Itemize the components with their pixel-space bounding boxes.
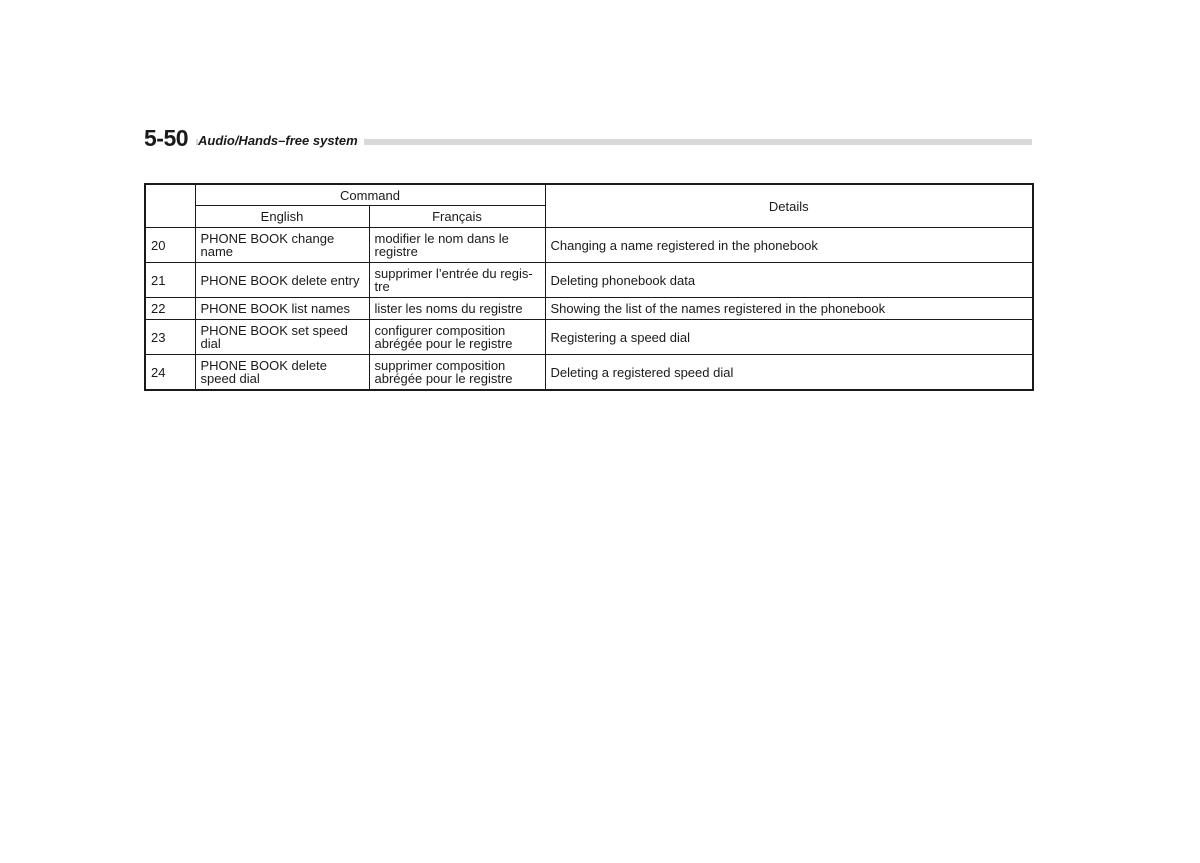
page-number: 5-50 xyxy=(144,124,196,152)
english-header: English xyxy=(195,206,369,228)
francais-header: Français xyxy=(369,206,545,228)
row-english: PHONE BOOK set speed dial xyxy=(195,320,369,355)
row-details: Deleting phonebook data xyxy=(545,263,1033,298)
row-francais: configurer composition abrégée pour le registre xyxy=(369,320,545,355)
row-english: PHONE BOOK change name xyxy=(195,228,369,263)
row-english: PHONE BOOK delete speed dial xyxy=(195,355,369,391)
table-header-row xyxy=(145,184,1033,206)
row-francais: supprimer composition abrégée pour le registre xyxy=(369,355,545,391)
details-header: Details xyxy=(545,184,1033,228)
table-row xyxy=(145,298,1033,320)
table-row xyxy=(145,228,1033,263)
row-francais: modifier le nom dans le registre xyxy=(369,228,545,263)
table-row xyxy=(145,263,1033,298)
number-header-cell xyxy=(145,184,195,228)
table-row xyxy=(145,320,1033,355)
row-details: Registering a speed dial xyxy=(545,320,1033,355)
row-details: Changing a name registered in the phonebook xyxy=(545,228,1033,263)
row-details: Showing the list of the names registered in the phonebook xyxy=(545,298,1033,320)
row-number: 20 xyxy=(145,228,195,263)
row-number: 22 xyxy=(145,298,195,320)
command-table xyxy=(144,183,1034,391)
row-francais: lister les noms du registre xyxy=(369,298,545,320)
section-title: Audio/Hands–free system xyxy=(198,133,364,149)
row-english: PHONE BOOK delete entry xyxy=(195,263,369,298)
row-number: 21 xyxy=(145,263,195,298)
page-header xyxy=(144,124,1032,154)
table-row xyxy=(145,355,1033,391)
row-number: 24 xyxy=(145,355,195,391)
row-english: PHONE BOOK list names xyxy=(195,298,369,320)
row-details: Deleting a registered speed dial xyxy=(545,355,1033,391)
command-header: Command xyxy=(195,184,545,206)
row-number: 23 xyxy=(145,320,195,355)
row-francais: supprimer l’entrée du regis-tre xyxy=(369,263,545,298)
